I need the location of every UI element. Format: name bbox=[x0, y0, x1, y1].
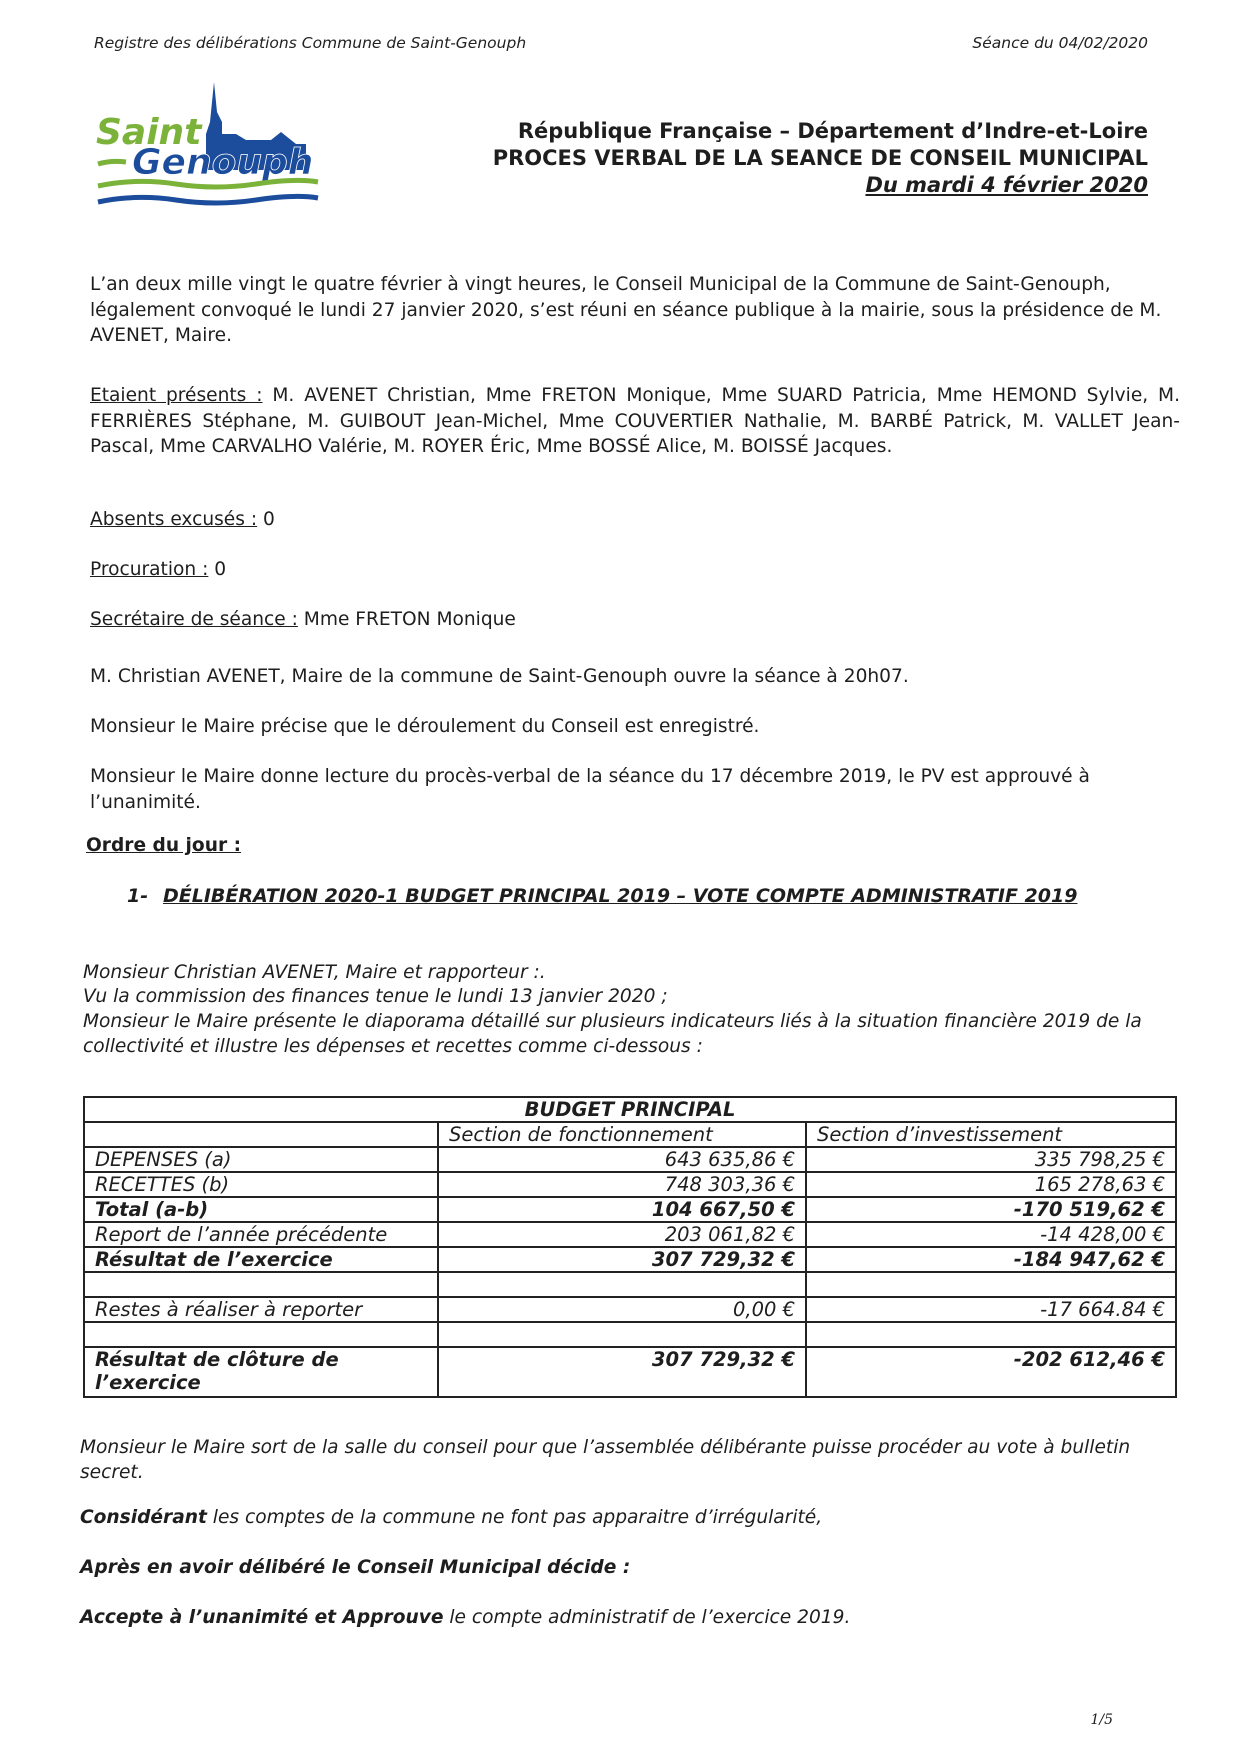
table-row bbox=[84, 1297, 1176, 1322]
row-label: DEPENSES (a) bbox=[84, 1147, 438, 1172]
document-title bbox=[493, 118, 1148, 199]
invest-value: 165 278,63 € bbox=[806, 1172, 1176, 1197]
present-members bbox=[90, 383, 1180, 460]
svg-text:Genouph: Genouph bbox=[132, 142, 314, 183]
decision-line: Après en avoir délibéré le Conseil Municipal décide : bbox=[80, 1557, 631, 1578]
invest-value: -17 664.84 € bbox=[806, 1297, 1176, 1322]
approval-bold: Accepte à l’unanimité et Approuve bbox=[80, 1607, 444, 1628]
agenda-item-1-heading bbox=[127, 884, 1187, 909]
row-label bbox=[84, 1272, 438, 1297]
fonct-value: 0,00 € bbox=[438, 1297, 806, 1322]
header-fonctionnement: Section de fonctionnement bbox=[438, 1122, 806, 1147]
title-date: Du mardi 4 février 2020 bbox=[865, 173, 1148, 197]
header-empty bbox=[84, 1122, 438, 1147]
rapporteur-line: Monsieur Christian AVENET, Maire et rapporteur :. bbox=[83, 962, 546, 983]
row-label: Résultat de l’exercice bbox=[84, 1247, 438, 1272]
opening-line-1: M. Christian AVENET, Maire de la commune de Saint-Genouph ouvre la séance à 20h07. bbox=[90, 666, 909, 687]
presentation-line: Monsieur le Maire présente le diaporama détaillé sur plusieurs indicateurs liés à la situation financière 2019 de la collectivité et illustre les dépenses et recettes comme ci-dessous : bbox=[83, 1011, 1142, 1057]
invest-value: -14 428,00 € bbox=[806, 1222, 1176, 1247]
invest-value bbox=[806, 1272, 1176, 1297]
table-title: BUDGET PRINCIPAL bbox=[84, 1097, 1176, 1122]
procuration-line bbox=[90, 557, 1180, 583]
invest-value: -202 612,46 € bbox=[806, 1347, 1176, 1397]
table-row bbox=[84, 1222, 1176, 1247]
opening-line-2: Monsieur le Maire précise que le déroulement du Conseil est enregistré. bbox=[90, 716, 760, 737]
absent-value: 0 bbox=[257, 509, 275, 530]
agenda-title: Ordre du jour : bbox=[86, 835, 242, 856]
table-row bbox=[84, 1147, 1176, 1172]
fonct-value bbox=[438, 1322, 806, 1347]
fonct-value: 203 061,82 € bbox=[438, 1222, 806, 1247]
secretary-value: Mme FRETON Monique bbox=[297, 609, 516, 630]
header-investissement: Section d’investissement bbox=[806, 1122, 1176, 1147]
budget-principal-table bbox=[83, 1096, 1177, 1398]
mayor-exit-paragraph: Monsieur le Maire sort de la salle du conseil pour que l’assemblée délibérante puisse procéder au vote à bulletin secret. bbox=[80, 1437, 1131, 1483]
invest-value bbox=[806, 1322, 1176, 1347]
invest-value: -170 519,62 € bbox=[806, 1197, 1176, 1222]
fonct-value: 307 729,32 € bbox=[438, 1347, 806, 1397]
table-title-row bbox=[84, 1097, 1176, 1122]
fonct-value: 748 303,36 € bbox=[438, 1172, 806, 1197]
row-label bbox=[84, 1322, 438, 1347]
fonct-value bbox=[438, 1272, 806, 1297]
considering-paragraph bbox=[80, 1506, 1180, 1531]
invest-value: -184 947,62 € bbox=[806, 1247, 1176, 1272]
fonct-value: 643 635,86 € bbox=[438, 1147, 806, 1172]
table-row-empty bbox=[84, 1272, 1176, 1297]
proxy-label: Procuration : bbox=[90, 559, 209, 580]
intro-paragraph: L’an deux mille vingt le quatre février à vingt heures, le Conseil Municipal de la Commune de Saint-Genouph, légalement convoqué le lundi 27 janvier 2020, s’est réuni en séance publique à la mairie, sous la présidence de M. AVENET, Maire. bbox=[90, 274, 1162, 346]
running-header-right: Séance du 04/02/2020 bbox=[972, 34, 1148, 52]
present-label: Etaient présents : bbox=[90, 385, 263, 406]
row-label: Résultat de clôture de l’exercice bbox=[84, 1347, 438, 1397]
title-republic: République Française – Département d’Indre-et-Loire bbox=[517, 119, 1148, 143]
secretary-line bbox=[90, 607, 1180, 633]
title-proces-verbal: PROCES VERBAL DE LA SEANCE DE CONSEIL MUNICIPAL bbox=[492, 146, 1148, 170]
present-value: M. AVENET Christian, Mme FRETON Monique, Mme SUARD Patricia, Mme HEMOND Sylvie, M. FERRIÈRES Stéphane, M. GUIBOUT Jean-Michel, Mme COUVERTIER Nathalie, M. BARBÉ Patrick, M. VALLET Jean-Pascal, Mme CARVALHO Valérie, M. ROYER Éric, Mme BOSSÉ Alice, M. BOISSÉ Jacques. bbox=[90, 385, 1180, 457]
commission-line: Vu la commission des finances tenue le lundi 13 janvier 2020 ; bbox=[83, 986, 668, 1007]
church-silhouette-icon bbox=[96, 82, 326, 212]
secretary-label: Secrétaire de séance : bbox=[90, 609, 298, 630]
row-label: Report de l’année précédente bbox=[84, 1222, 438, 1247]
approval-paragraph bbox=[80, 1606, 1180, 1631]
approval-rest: le compte administratif de l’exercice 2019. bbox=[443, 1607, 851, 1628]
fonct-value: 104 667,50 € bbox=[438, 1197, 806, 1222]
absent-label: Absents excusés : bbox=[90, 509, 258, 530]
invest-value: 335 798,25 € bbox=[806, 1147, 1176, 1172]
table-row bbox=[84, 1247, 1176, 1272]
considering-bold: Considérant bbox=[80, 1507, 207, 1528]
agenda-item-title: DÉLIBÉRATION 2020-1 BUDGET PRINCIPAL 2019 – VOTE COMPTE ADMINISTRATIF 2019 bbox=[163, 885, 1078, 907]
row-label: Restes à réaliser à reporter bbox=[84, 1297, 438, 1322]
table-header-row bbox=[84, 1122, 1176, 1147]
table-row-empty bbox=[84, 1322, 1176, 1347]
row-label: Total (a-b) bbox=[84, 1197, 438, 1222]
proxy-value: 0 bbox=[208, 559, 227, 580]
considering-rest: les comptes de la commune ne font pas apparaitre d’irrégularité, bbox=[206, 1507, 823, 1528]
page-number: 1/5 bbox=[1090, 1712, 1113, 1728]
agenda-item-number: 1- bbox=[127, 885, 149, 907]
row-label: RECETTES (b) bbox=[84, 1172, 438, 1197]
opening-line-3: Monsieur le Maire donne lecture du procès-verbal de la séance du 17 décembre 2019, le PV est approuvé à l’unanimité. bbox=[90, 766, 1090, 813]
table-row bbox=[84, 1172, 1176, 1197]
running-header-left: Registre des délibérations Commune de Saint-Genouph bbox=[94, 34, 527, 52]
saint-genouph-logo bbox=[96, 82, 326, 212]
table-row bbox=[84, 1197, 1176, 1222]
fonct-value: 307 729,32 € bbox=[438, 1247, 806, 1272]
svg-text:Saint: Saint bbox=[96, 112, 202, 153]
table-row bbox=[84, 1347, 1176, 1397]
absents-line bbox=[90, 507, 1180, 533]
